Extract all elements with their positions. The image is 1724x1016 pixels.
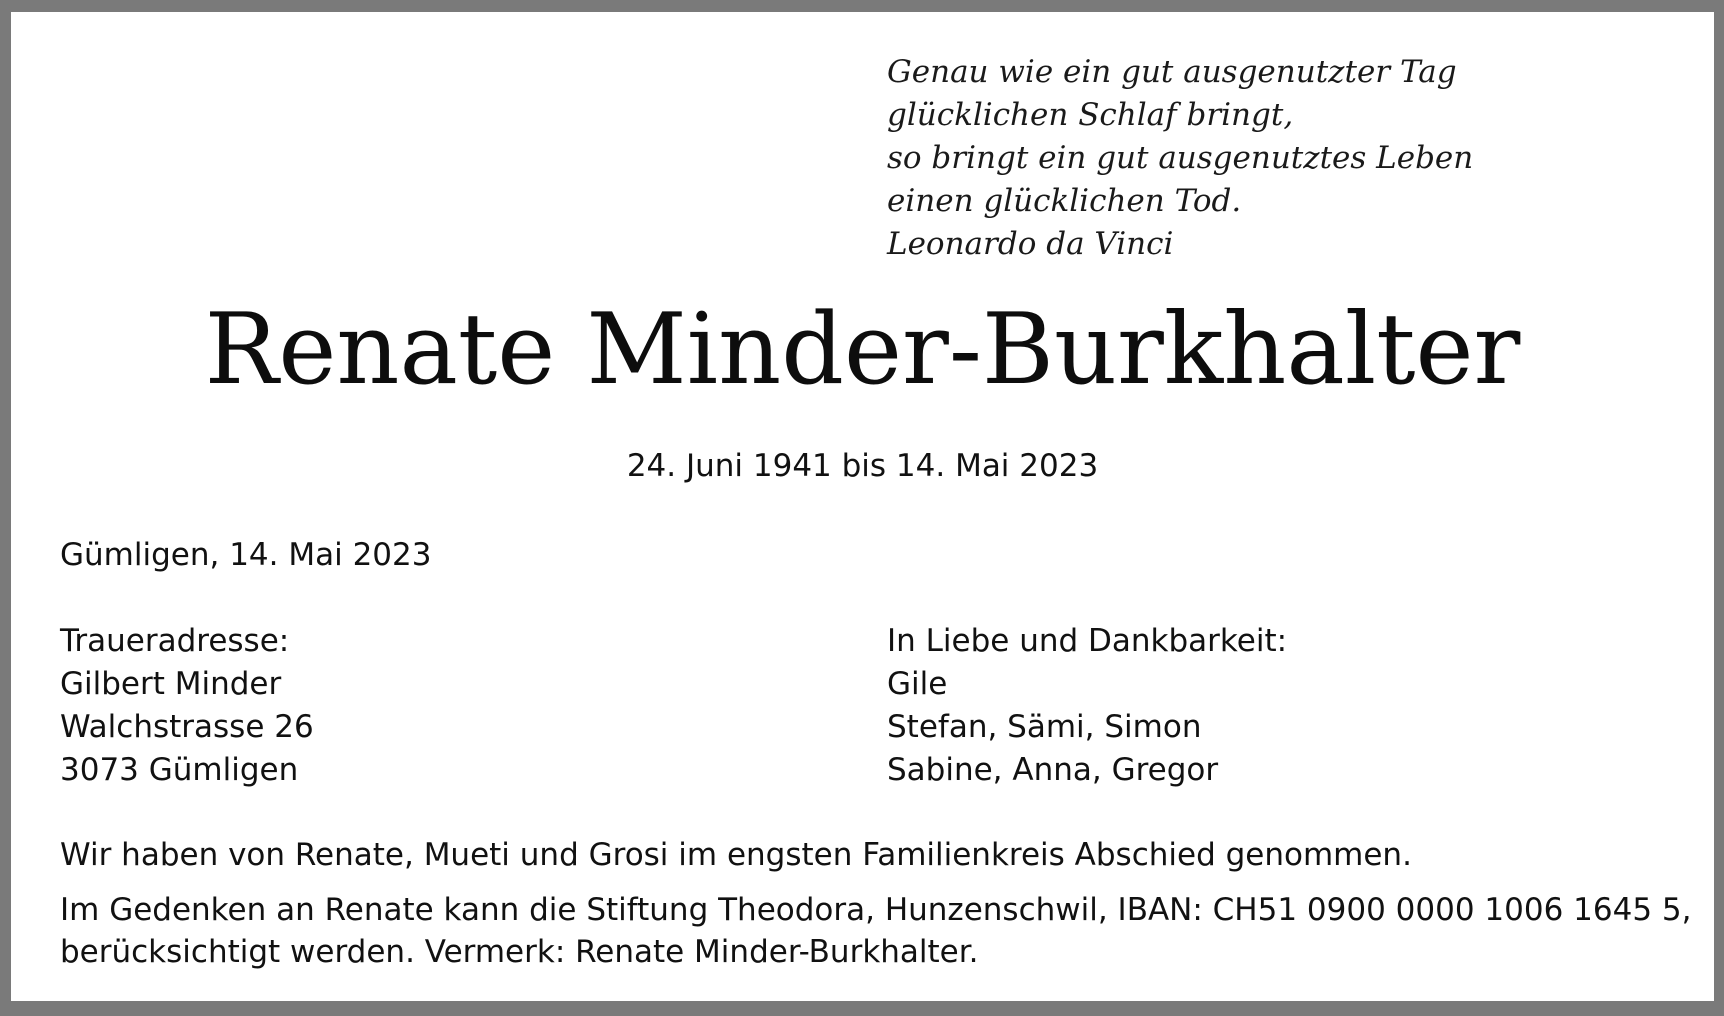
- quote-line: Genau wie ein gut ausgenutzter Tag: [887, 54, 1457, 90]
- mourning-address-line: Walchstrasse 26: [60, 709, 314, 745]
- quote-line: glücklichen Schlaf bringt,: [887, 97, 1294, 133]
- family-heading: In Liebe und Dankbarkeit:: [887, 623, 1288, 659]
- quote-line: einen glücklichen Tod.: [887, 183, 1242, 219]
- donation-line: berücksichtigt werden. Vermerk: Renate Minder-Burkhalter.: [60, 934, 979, 970]
- donation-line: Im Gedenken an Renate kann die Stiftung Theodora, Hunzenschwil, IBAN: CH51 0900 0000 1006 1645 5,: [60, 892, 1692, 928]
- family-line: Stefan, Sämi, Simon: [887, 709, 1202, 745]
- mourning-address-heading: Traueradresse:: [60, 623, 290, 659]
- obituary-page: [11, 12, 1714, 1001]
- mourning-address: [60, 620, 314, 792]
- family-line: Gile: [887, 666, 948, 702]
- donation-notice: [60, 889, 1691, 973]
- mourning-address-line: 3073 Gümligen: [60, 752, 299, 788]
- family-line: Sabine, Anna, Gregor: [887, 752, 1219, 788]
- life-dates: 24. Juni 1941 bis 14. Mai 2023: [626, 448, 1099, 484]
- deceased-name: Renate Minder-Burkhalter: [204, 293, 1521, 407]
- place-and-date: Gümligen, 14. Mai 2023: [60, 537, 432, 573]
- quote-author: Leonardo da Vinci: [887, 226, 1174, 262]
- epigraph-quote: [887, 51, 1473, 266]
- mourning-address-line: Gilbert Minder: [60, 666, 282, 702]
- family-signatures: [887, 620, 1287, 792]
- quote-line: so bringt ein gut ausgenutztes Leben: [887, 140, 1474, 176]
- farewell-notice: Wir haben von Renate, Mueti und Grosi im engsten Familienkreis Abschied genommen.: [60, 837, 1412, 873]
